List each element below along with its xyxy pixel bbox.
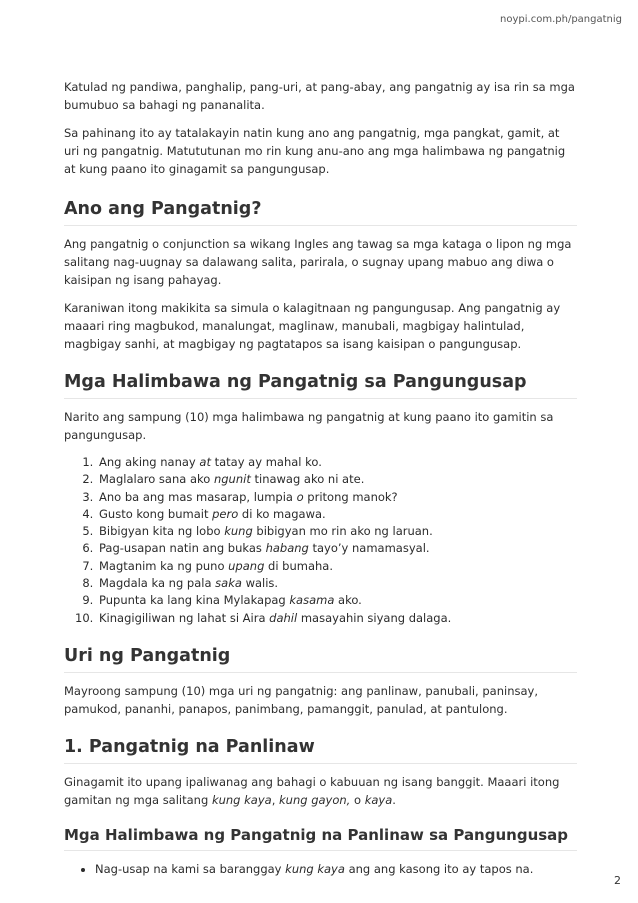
conjunction: ngunit bbox=[213, 472, 251, 487]
list-item: 6. Pag-usapan natin ang bukas habang tayo’y namamasyal. bbox=[97, 540, 577, 557]
conjunction: kasama bbox=[289, 593, 335, 608]
conjunction: saka bbox=[215, 576, 242, 591]
conjunction: pero bbox=[212, 506, 239, 521]
panlinaw-examples-list bbox=[64, 860, 577, 878]
conjunction: kung bbox=[224, 524, 253, 539]
conjunction: kaya bbox=[364, 792, 393, 807]
list-item: 2. Maglalaro sana ako ngunit tinawag ako ni ate. bbox=[97, 471, 577, 488]
examples-list bbox=[64, 454, 577, 627]
types-paragraph: Mayroong sampung (10) mga uri ng pangatnig: ang panlinaw, panubali, paninsay, pamukod, pananhi, panapos, panimbang, pamanggit, panulad, at pantulong. bbox=[64, 683, 538, 716]
usage-paragraph: Karaniwan itong makikita sa simula o kalagitnaan ng pangungusap. Ang pangatnig ay maaari ring magbukod, manalungat, maglinaw, manubali, magbigay halintulad, magbigay sanhi, at magbigay ng pagtatapos sa isang kaisipan o pangungusap. bbox=[64, 301, 561, 351]
list-item: 9. Pupunta ka lang kina Mylakapag kasama ako. bbox=[97, 592, 577, 609]
list-item: 8. Magdala ka ng pala saka walis. bbox=[97, 575, 577, 592]
examples-intro: Narito ang sampung (10) mga halimbawa ng pangatnig at kung paano ito gamitin sa pangungusap. bbox=[64, 410, 554, 442]
list-item: • Nag-usap na kami sa baranggay kung kaya ang ang kasong ito ay tapos na. bbox=[95, 860, 577, 878]
conjunction: o bbox=[296, 489, 304, 504]
list-item: 1. Ang aking nanay at tatay ay mahal ko. bbox=[97, 454, 577, 471]
panlinaw-paragraph: Ginagamit ito upang ipaliwanag ang bahagi o kabuuan ng isang banggit. Maaari itong gamitan ng mga salitang kung kaya, kung gayon, o kaya. bbox=[64, 774, 560, 807]
conjunction: kung gayon, bbox=[279, 792, 351, 807]
list-item: 3. Ano ba ang mas masarap, lumpia o pritong manok? bbox=[97, 489, 577, 506]
intro-paragraph-1: Katulad ng pandiwa, panghalip, pang-uri, at pang-abay, ang pangatnig ay isa rin sa mga bumubuo sa bahagi ng pananalita. bbox=[64, 80, 575, 112]
list-item: 5. Bibigyan kita ng lobo kung bibigyan mo rin ako ng laruan. bbox=[97, 523, 577, 540]
list-item: 10. Kinagigiliwan ng lahat si Aira dahil masayahin siyang dalaga. bbox=[97, 610, 577, 627]
heading-pangatnig-na-panlinaw: 1. Pangatnig na Panlinaw bbox=[64, 736, 577, 764]
page-number: 2 bbox=[614, 874, 621, 887]
list-item: 4. Gusto kong bumait pero di ko magawa. bbox=[97, 506, 577, 523]
heading-uri-ng-pangatnig: Uri ng Pangatnig bbox=[64, 645, 577, 673]
heading-mga-halimbawa: Mga Halimbawa ng Pangatnig sa Pangungusap bbox=[64, 371, 577, 399]
definition-paragraph: Ang pangatnig o conjunction sa wikang Ingles ang tawag sa mga kataga o lipon ng mga salitang nag-uugnay sa dalawang salita, parirala, o sugnay upang mabuo ang diwa o kaisipan ng isang pahayag. bbox=[64, 237, 572, 287]
list-item: 7. Magtanim ka ng puno upang di bumaha. bbox=[97, 558, 577, 575]
conjunction: kung kaya bbox=[211, 792, 272, 807]
header-url: noypi.com.ph/pangatnig bbox=[500, 14, 622, 25]
conjunction: dahil bbox=[269, 610, 298, 625]
heading-ano-ang-pangatnig: Ano ang Pangatnig? bbox=[64, 198, 577, 226]
conjunction: upang bbox=[228, 558, 265, 573]
article-body bbox=[64, 78, 577, 878]
conjunction: kung kaya bbox=[285, 861, 345, 876]
conjunction: habang bbox=[265, 541, 309, 556]
conjunction: at bbox=[199, 455, 211, 469]
intro-paragraph-2: Sa pahinang ito ay tatalakayin natin kung ano ang pangatnig, mga pangkat, gamit, at uri ng pangatnig. Matututunan mo rin kung anu-ano ang mga halimbawa ng pangatnig at kung paano ito ginagamit sa pangungusap. bbox=[64, 126, 566, 176]
heading-panlinaw-examples: Mga Halimbawa ng Pangatnig na Panlinaw sa Pangungusap bbox=[64, 825, 577, 851]
